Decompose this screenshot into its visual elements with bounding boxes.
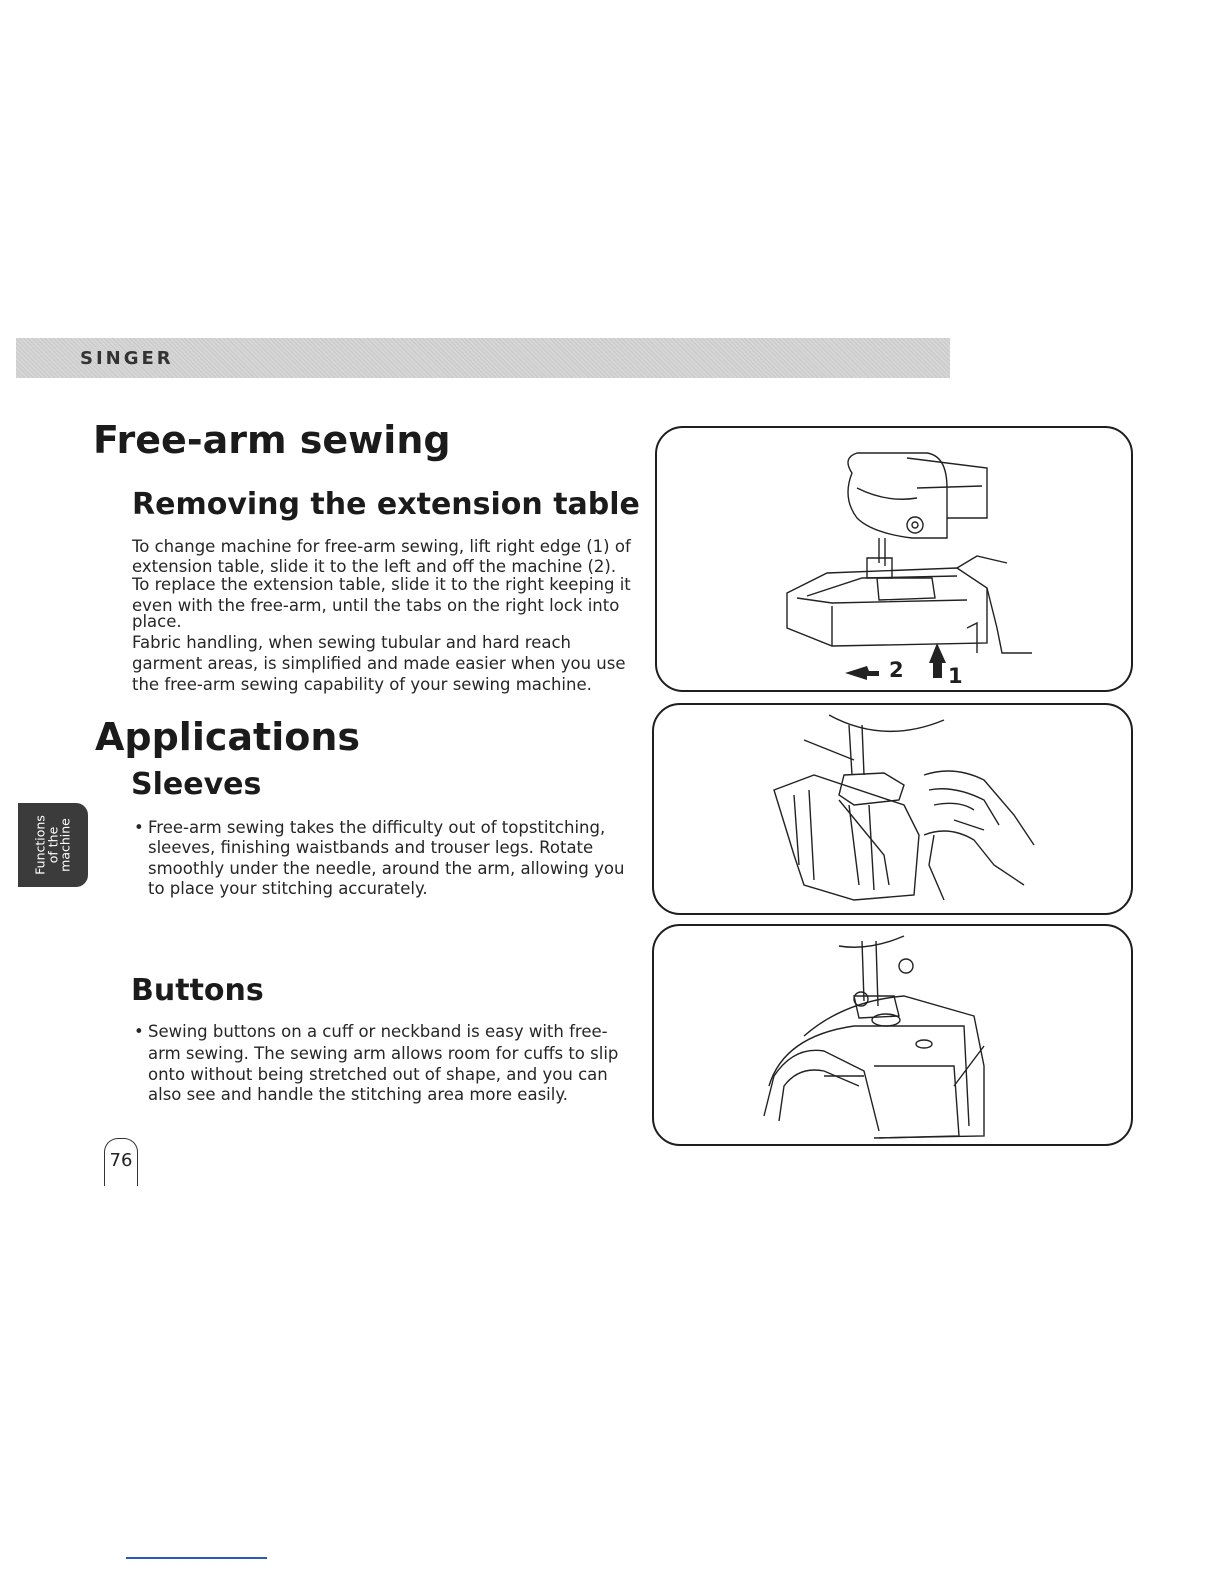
side-tab-line: machine: [57, 818, 73, 872]
side-tab-label: [34, 803, 72, 887]
text-line: also see and handle the stitching area more easily.: [148, 1085, 568, 1104]
text-line: smoothly under the needle, around the arm, allowing you: [148, 859, 625, 878]
text-line: extension table, slide it to the left and off the machine (2).: [132, 557, 617, 576]
text-line: To change machine for free-arm sewing, lift right edge (1) of: [132, 537, 631, 556]
side-tab-line: Functions: [32, 815, 48, 875]
text-line: onto without being stretched out of shape, and you can: [148, 1065, 608, 1084]
sewing-machine-illustration: [657, 428, 1131, 690]
figure-buttons: [652, 924, 1133, 1146]
sleeves-title: Sleeves: [131, 767, 262, 802]
text-line: Sewing buttons on a cuff or neckband is easy with free-: [148, 1022, 608, 1041]
buttons-title: Buttons: [131, 973, 264, 1008]
figure-sleeves: [652, 703, 1133, 915]
side-tab-line: of the: [44, 826, 60, 864]
text-line: Free-arm sewing takes the difficulty out of topstitching,: [148, 818, 606, 837]
figure-extension-table: [655, 426, 1133, 692]
text-line: the free-arm sewing capability of your sewing machine.: [132, 675, 592, 694]
text-line: garment areas, is simplified and made easier when you use: [132, 654, 626, 673]
figure-label-1: 1: [948, 664, 963, 688]
button-sewing-illustration: [654, 926, 1131, 1144]
text-line: sleeves, finishing waistbands and trouser legs. Rotate: [148, 838, 594, 857]
text-line: arm sewing. The sewing arm allows room for cuffs to slip: [148, 1044, 619, 1063]
page-title: Free-arm sewing: [93, 418, 451, 462]
brand-logo: SINGER: [80, 348, 174, 369]
arrow-up-icon: [929, 643, 946, 678]
section-subtitle-removing: Removing the extension table: [132, 487, 640, 522]
text-line: even with the free-arm, until the tabs on the right lock into: [132, 596, 620, 615]
sleeve-illustration: [654, 705, 1131, 913]
page-number: 76: [104, 1138, 138, 1186]
figure-label-2: 2: [889, 658, 904, 682]
text-line: place.: [132, 612, 182, 631]
text-line: to place your stitching accurately.: [148, 879, 428, 898]
applications-title: Applications: [95, 715, 360, 759]
bullet-dot: •: [134, 1022, 144, 1041]
link-underline: [126, 1557, 267, 1559]
bullet-dot: •: [134, 818, 144, 837]
text-line: Fabric handling, when sewing tubular and hard reach: [132, 633, 572, 652]
text-line: To replace the extension table, slide it to the right keeping it: [132, 575, 631, 594]
arrow-left-icon: [845, 666, 879, 680]
